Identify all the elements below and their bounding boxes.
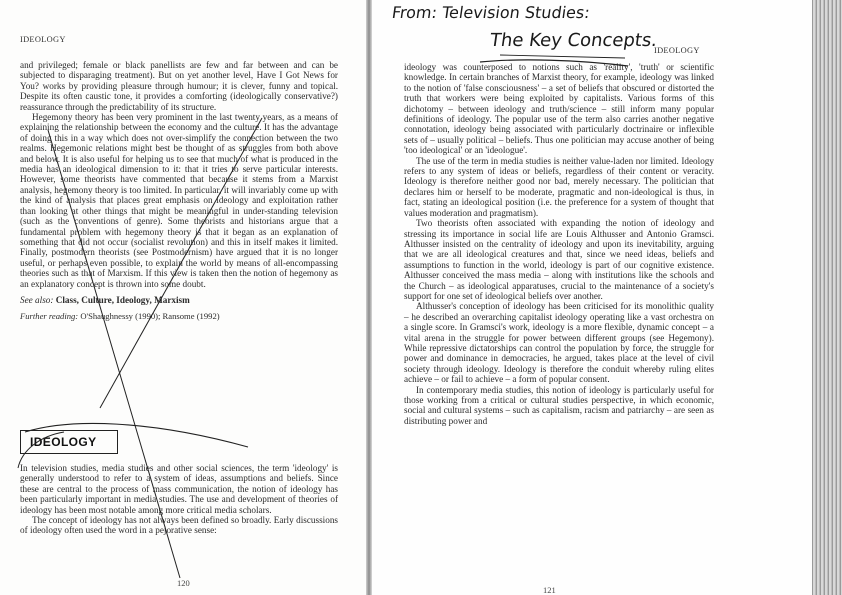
further-reading-line — [20, 311, 338, 321]
entry-body-text — [20, 463, 338, 536]
right-paragraph: Althusser's conception of ideology has been criticised for its monolithic quality – he described an overarching capitalist ideology operating like a vast orchestra on a single score. In Gramsci's work, ideology is a more flexible, dynamic concept – a vital arena in the struggle for power between different groups (see Hegemony). While repressive dictatorships can control the population by force, the struggle for power and dominance in democracies, he argued, takes place at the level of civil society through ideology. Ideology is therefore the conduit whereby ruling elites achieve – or fail to achieve – a form of popular consent. — [404, 301, 714, 385]
left-running-head: IDEOLOGY — [20, 35, 66, 44]
left-page-number: 120 — [177, 578, 190, 588]
left-paragraph: Hegemony theory has been very prominent in the last twenty years, as a means of explaining the relationship between the economy and the culture. It has the advantage of doing this in a way which does not over-simplify the connection between the two realms. Hegemonic relations might best be thought of as struggles from both above and below. It is also useful for helping us to see that much of what is produced in the media has an ideological dimension to it: that it tries to serve particular interests. However, some theorists have commented that because it stems from a Marxist analysis, hegemony theory is too limited. In particular, it will invariably come up with the kind of analysis that places great emphasis on ideology and exploitation rather than looking at other things that might be meaningful in under-standing television (such as the conventions of genre). Some theorists and historians argue that a fundamental problem with hegemony theory is that it began as an explanation of something that did not occur (socialist revolution) and this in itself makes it limited. Finally, postmodern theorists (see Postmodernism) have argued that it is no longer useful, or perhaps even possible, to explain the world by means of all-encompassing theories such as that of Marxism. If this view is taken then the notion of hegemony as an explanatory concept is thrown into some doubt. — [20, 112, 338, 289]
right-page — [372, 0, 812, 595]
further-reading-label: Further reading: — [20, 311, 79, 322]
entry-paragraph: In television studies, media studies and other social sciences, the term 'ideology' is generally understood to refer to a system of ideas, assumptions and beliefs. Since these are central to the process of mass communication, the notion of ideology has been particularly important in media studies. The use and development of theories of ideology has been most notable among more critical media scholars. — [20, 463, 338, 515]
handwritten-title-line: The Key Concepts. — [488, 30, 659, 51]
right-running-head: IDEOLOGY — [654, 46, 700, 55]
handwritten-source-line: From: Television Studies: — [390, 3, 592, 22]
right-paragraph: In contemporary media studies, this notion of ideology is particularly useful for those working from a critical or cultural studies perspective, in which economic, social and cultural systems – such as capitalism, racism and patriarchy – are seen as distributing power and — [404, 384, 714, 426]
entry-heading: IDEOLOGY — [30, 435, 97, 449]
left-body-text — [20, 60, 338, 322]
see-also-label: See also: — [20, 294, 54, 305]
right-body-text — [404, 62, 714, 426]
page-edge-shadow — [812, 0, 842, 595]
right-paragraph: The use of the term in media studies is neither value-laden nor limited. Ideology refers to any system of ideas or beliefs, regardless of their content or veracity. Ideology is therefore neither good nor bad, merely necessary. The politician that declares him or herself to be moderate, pragmatic and non-ideological is thus, in fact, stating an ideological position (i.e. the preference for a system of thought that values moderation and pragmatism). — [404, 155, 714, 218]
entry-paragraph: The concept of ideology has not always been defined so broadly. Early discussions of ideology often used the word in a pejorative sense: — [20, 515, 338, 536]
further-reading-refs: O'Shaughnessy (1990); Ransome (1992) — [80, 311, 220, 322]
right-paragraph: Two theorists often associated with expanding the notion of ideology and stressing its importance in social life are Louis Althusser and Antonio Gramsci. Althusser insisted on the centrality of ideology and upon its inevitability, arguing that we are all ideological creatures and that, since we need ideas, beliefs and assumptions to function in the world, ideology is part of our cognitive existence. Althusser conceived the mass media – along with institutions like the schools and the Church – as ideological apparatuses, crucial to the maintenance of a society's support for one set of ideological beliefs over another. — [404, 218, 714, 301]
right-page-number: 121 — [543, 585, 556, 595]
left-page — [0, 0, 368, 595]
see-also-terms: Class, Culture, Ideology, Marxism — [55, 294, 190, 305]
right-paragraph: ideology was counterposed to notions such as 'reality', 'truth' or scientific knowledge. In certain branches of Marxist theory, for example, ideology was linked to the notion of 'false consciousness' – a set of beliefs that obscured or distorted the truth that workers were being exploited by capitalists. Various forms of this dichotomy – between ideology and truth/science – still inform many popular definitions of ideology. The popular use of the term also carries another negative connotation, ideology being associated with particularly doctrinaire or inflexible sets of – usually political – beliefs. Thus one politician may accuse another of being 'too ideological' or an 'ideologue'. — [404, 62, 714, 156]
see-also-line — [20, 295, 338, 305]
left-paragraph: and privileged; female or black panellists are few and far between and can be subjected to disparaging treatment). But on yet another level, Have I Got News for You? works by providing pleasure through humour; it is clever, funny and topical. Despite its often caustic tone, it provides a comforting (ideologically conservative?) reassurance through the predictability of its structure. — [20, 60, 338, 112]
